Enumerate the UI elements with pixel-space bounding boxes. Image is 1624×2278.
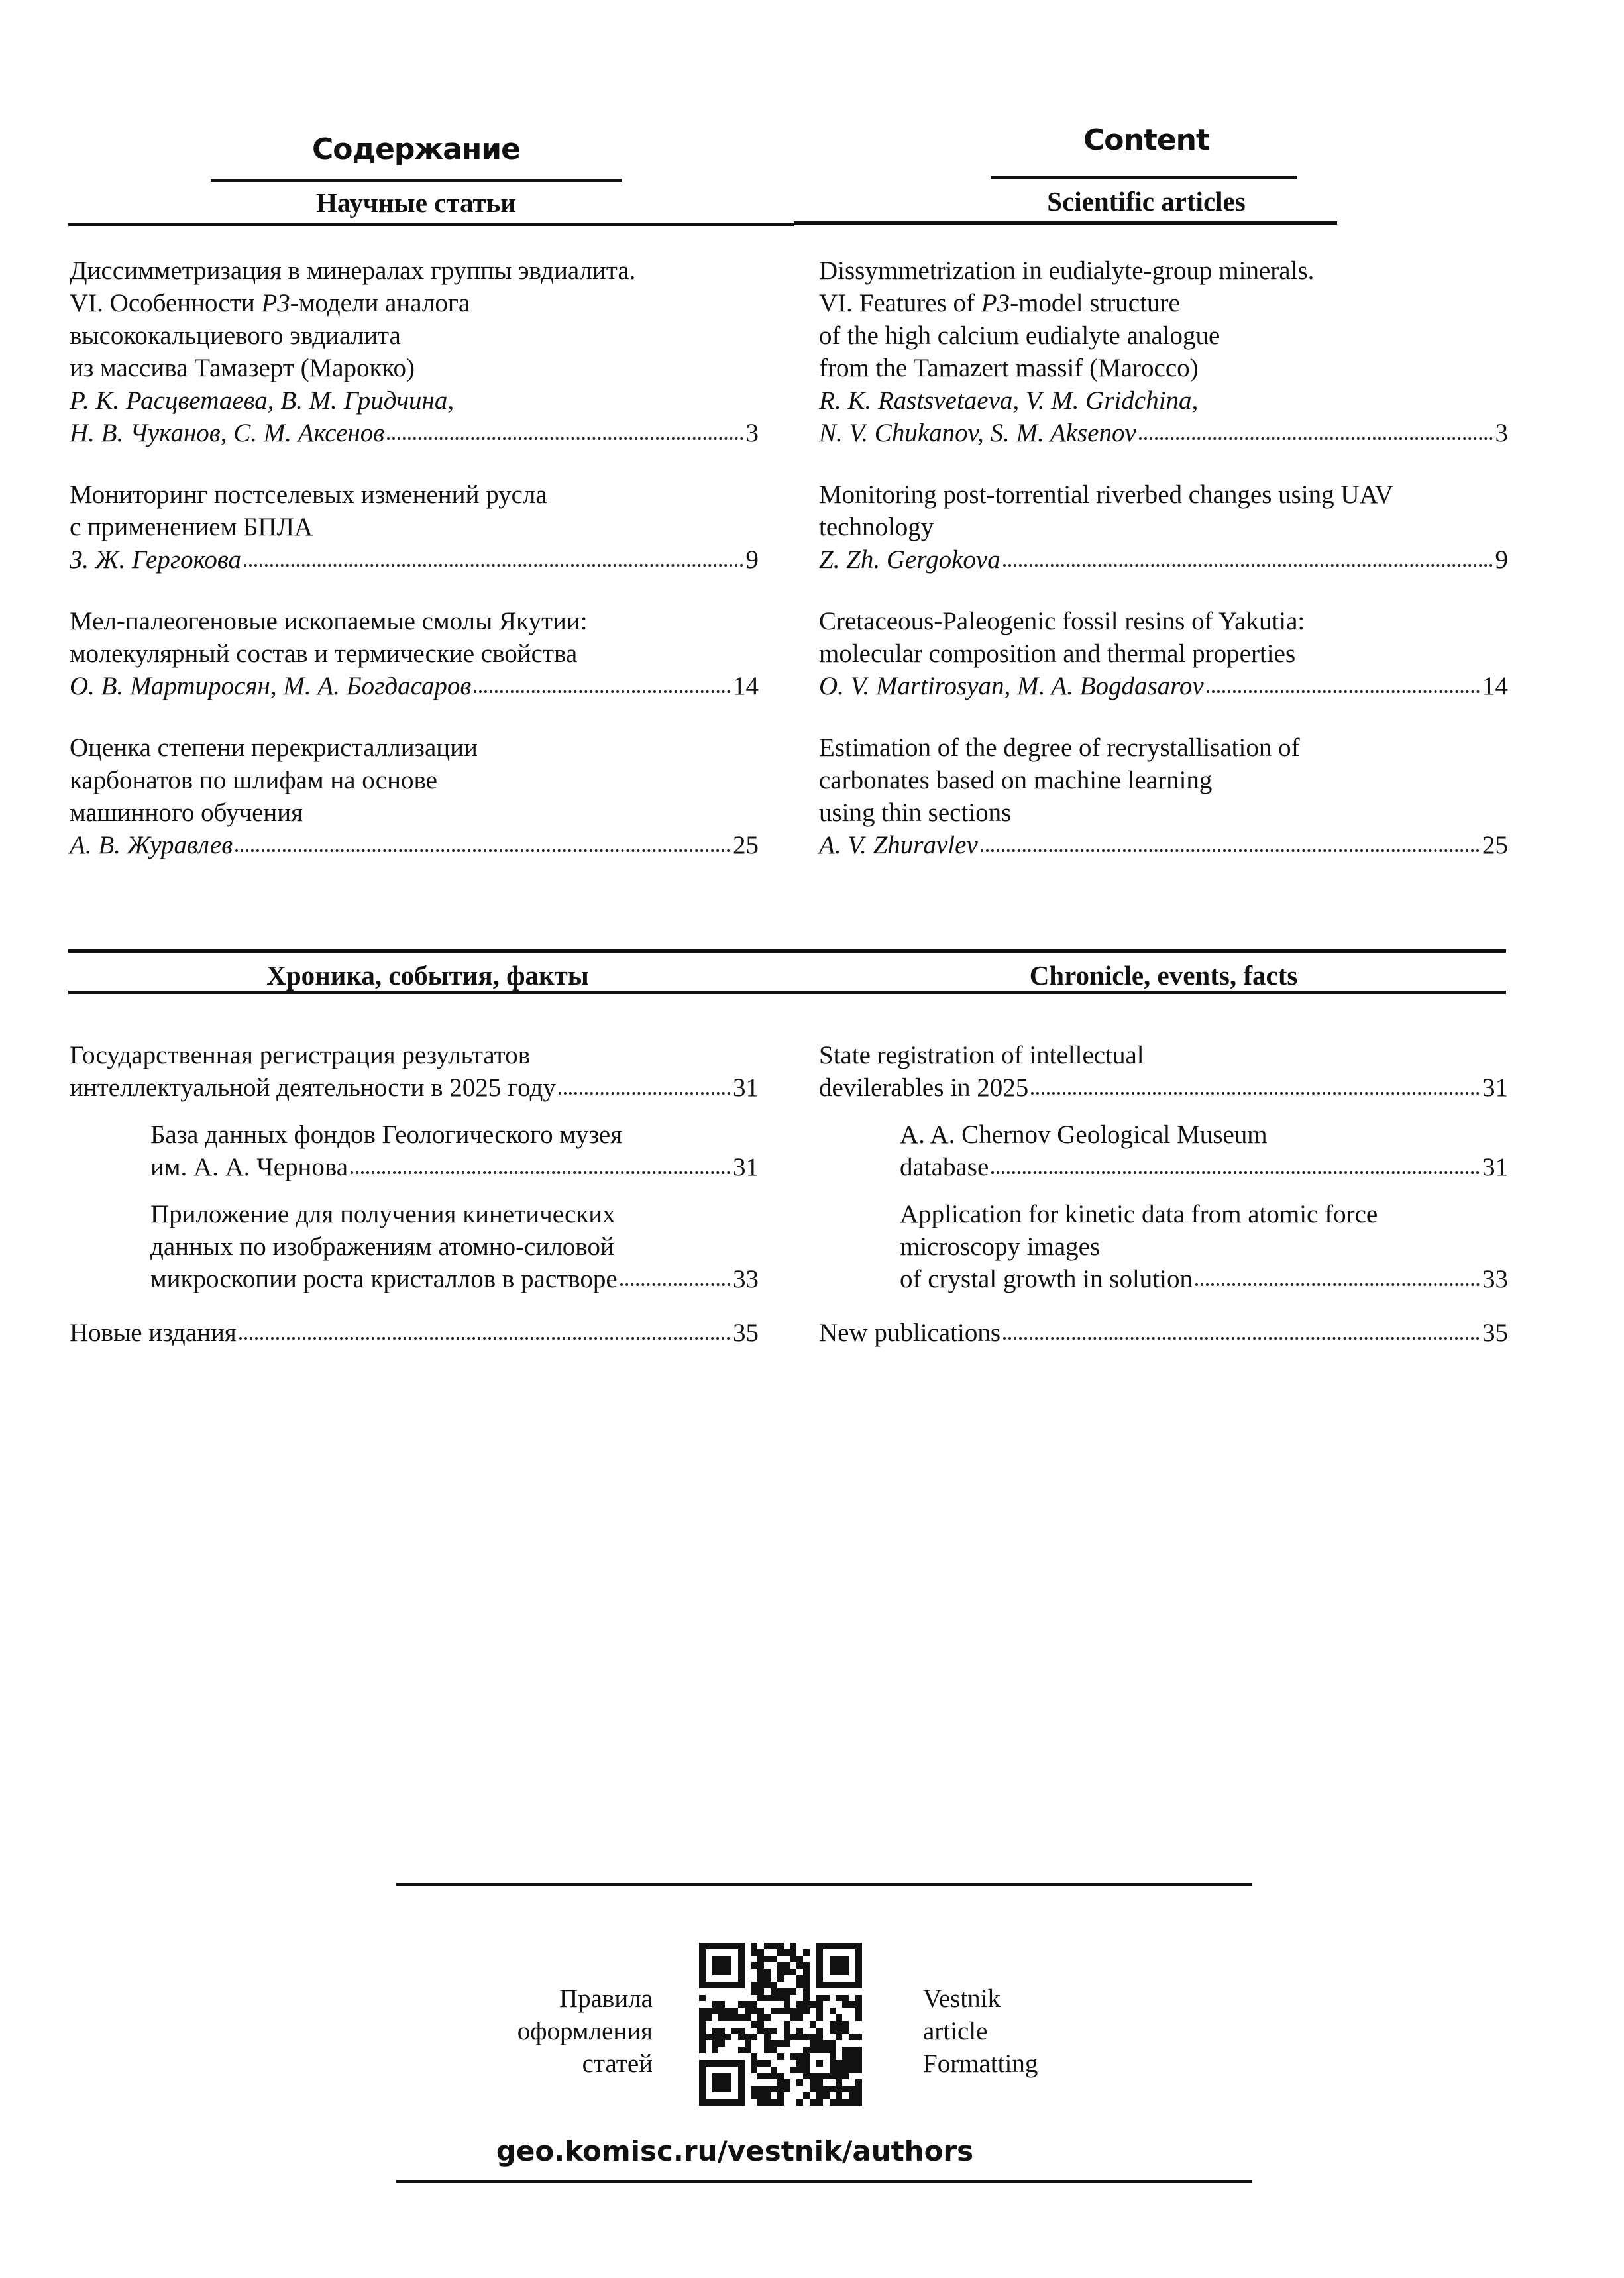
guidelines-label-ru <box>424 1982 653 2080</box>
toc-entry[interactable] <box>70 732 759 861</box>
footer-top-rule <box>396 1883 1252 1886</box>
entry-authors: З. Ж. Гергокова <box>70 545 242 574</box>
page-number: 31 <box>733 1153 759 1181</box>
dot-leader <box>1003 1337 1480 1340</box>
entry-title-line: microscopy images <box>900 1232 1101 1261</box>
dot-leader <box>239 1337 730 1340</box>
entry-title-line: of crystal growth in solution <box>900 1265 1193 1293</box>
entry-title-line: Мониторинг постселевых изменений русла <box>70 480 547 509</box>
page-number: 33 <box>733 1265 759 1293</box>
toc-right-articles <box>819 254 1508 891</box>
entry-title-line: Dissymmetrization in eudialyte-group minerals. <box>819 256 1315 285</box>
page-number: 14 <box>1482 672 1508 700</box>
entry-title-line: данных по изображениям атомно-силовой <box>150 1232 614 1261</box>
toc-entry[interactable] <box>150 1198 759 1295</box>
entry-authors: Н. В. Чуканов, С. М. Аксенов <box>70 419 385 447</box>
toc-entry[interactable] <box>819 605 1508 702</box>
toc-entry[interactable] <box>70 478 759 576</box>
entry-authors: N. V. Chukanov, S. M. Aksenov <box>819 419 1136 447</box>
entry-title-line: из массива Тамазерт (Марокко) <box>70 354 415 382</box>
section1-rule-left <box>68 223 794 226</box>
entry-title-line: высококальциевого эвдиалита <box>70 321 401 350</box>
title-underline-ru <box>211 179 622 182</box>
entry-title-line: New publications <box>819 1319 1001 1347</box>
qr-code-icon[interactable] <box>699 1943 862 2106</box>
label-line: Правила <box>559 1984 653 2013</box>
toc-entry[interactable] <box>70 254 759 449</box>
entry-title-line: VI. Особенности P3-модели аналога <box>70 289 470 317</box>
label-line: article <box>923 2017 988 2045</box>
entry-authors: A. V. Zhuravlev <box>819 831 978 859</box>
page-number: 14 <box>733 672 759 700</box>
entry-title-line: Мел-палеогеновые ископаемые смолы Якутии: <box>70 607 588 635</box>
toc-left-articles <box>70 254 759 891</box>
page-number: 3 <box>745 419 759 447</box>
page-number: 35 <box>1482 1319 1508 1347</box>
section-heading-scientific-ru: Научные статьи <box>316 188 516 218</box>
page-number: 9 <box>745 545 759 574</box>
entry-title-line: from the Tamazert massif (Marocco) <box>819 354 1199 382</box>
footer-bottom-rule <box>396 2180 1252 2183</box>
page-number: 31 <box>1482 1073 1508 1102</box>
toc-left-chronicle <box>70 1039 759 1378</box>
toc-entry[interactable] <box>819 478 1508 576</box>
toc-entry[interactable] <box>150 1118 759 1183</box>
entry-title-line: с применением БПЛА <box>70 513 313 541</box>
entry-title-line: Приложение для получения кинетических <box>150 1200 616 1228</box>
page-number: 3 <box>1495 419 1508 447</box>
entry-title-line: Государственная регистрация результатов <box>70 1041 531 1069</box>
contents-title-ru: Содержание <box>312 133 520 166</box>
contents-title-en: Content <box>1083 123 1210 157</box>
toc-entry[interactable] <box>900 1118 1508 1183</box>
entry-title-line: carbonates based on machine learning <box>819 766 1213 794</box>
toc-entry[interactable] <box>70 1039 759 1104</box>
page-number: 9 <box>1495 545 1508 574</box>
entry-title-line: Новые издания <box>70 1319 237 1347</box>
page-number: 25 <box>733 831 759 859</box>
entry-authors: R. K. Rastsvetaeva, V. M. Gridchina, <box>819 386 1199 415</box>
dot-leader <box>1195 1283 1480 1286</box>
label-line: Formatting <box>923 2049 1038 2078</box>
entry-title-line: A. A. Chernov Geological Museum <box>900 1120 1268 1149</box>
section-heading-chronicle-ru: Хроника, события, факты <box>266 960 589 991</box>
dot-leader <box>991 1171 1480 1174</box>
dot-leader <box>1003 564 1493 567</box>
entry-title-line: Оценка степени перекристаллизации <box>70 733 478 762</box>
dot-leader <box>559 1092 730 1095</box>
entry-title-line: of the high calcium eudialyte analogue <box>819 321 1220 350</box>
entry-title-line: им. А. А. Чернова <box>150 1153 349 1181</box>
label-line: статей <box>582 2049 653 2078</box>
dot-leader <box>474 690 730 693</box>
entry-title-line: молекулярный состав и термические свойства <box>70 639 578 668</box>
entry-title-line: Application for kinetic data from atomic force <box>900 1200 1378 1228</box>
entry-authors: А. В. Журавлев <box>70 831 233 859</box>
entry-authors: Р. К. Расцветаева, В. М. Гридчина, <box>70 386 455 415</box>
toc-entry[interactable] <box>70 1317 759 1349</box>
dot-leader <box>1207 690 1480 693</box>
dot-leader <box>235 849 730 852</box>
toc-right-chronicle <box>819 1039 1508 1378</box>
page-number: 35 <box>733 1319 759 1347</box>
entry-title-line: database <box>900 1153 989 1181</box>
author-guidelines-link[interactable]: geo.komisc.ru/vestnik/authors <box>496 2135 974 2167</box>
entry-title-line: Cretaceous-Paleogenic fossil resins of Yakutia: <box>819 607 1305 635</box>
section2-bottom-rule <box>68 991 1506 994</box>
entry-title-line: devilerables in 2025 <box>819 1073 1029 1102</box>
toc-entry[interactable] <box>900 1198 1508 1295</box>
entry-title-line: using thin sections <box>819 798 1012 827</box>
entry-authors: О. В. Мартиросян, М. А. Богдасаров <box>70 672 472 700</box>
entry-title-line: интеллектуальной деятельности в 2025 году <box>70 1073 556 1102</box>
toc-entry[interactable] <box>819 1317 1508 1349</box>
dot-leader <box>387 437 743 440</box>
toc-entry[interactable] <box>819 732 1508 861</box>
entry-title-line: машинного обучения <box>70 798 303 827</box>
dot-leader <box>244 564 743 567</box>
toc-entry[interactable] <box>70 605 759 702</box>
guidelines-label-en <box>923 1982 1135 2080</box>
entry-authors: O. V. Martirosyan, M. A. Bogdasarov <box>819 672 1204 700</box>
entry-title-line: Monitoring post-torrential riverbed changes using UAV <box>819 480 1393 509</box>
entry-title-line: State registration of intellectual <box>819 1041 1144 1069</box>
dot-leader <box>981 849 1480 852</box>
entry-authors: Z. Zh. Gergokova <box>819 545 1001 574</box>
entry-title-line: VI. Features of P3-model structure <box>819 289 1180 317</box>
page-number: 31 <box>733 1073 759 1102</box>
toc-entry[interactable] <box>819 1039 1508 1104</box>
toc-entry[interactable] <box>819 254 1508 449</box>
entry-title-line: Диссимметризация в минералах группы эвдиалита. <box>70 256 636 285</box>
section1-rule-right <box>794 221 1337 225</box>
label-line: оформления <box>517 2017 653 2045</box>
dot-leader <box>620 1283 730 1286</box>
entry-title-line: Estimation of the degree of recrystallisation of <box>819 733 1300 762</box>
title-underline-en <box>991 176 1297 179</box>
dot-leader <box>351 1171 730 1174</box>
section-heading-chronicle-en: Chronicle, events, facts <box>1029 960 1298 991</box>
dot-leader <box>1031 1092 1480 1095</box>
label-line: Vestnik <box>923 1984 1001 2013</box>
page-number: 33 <box>1482 1265 1508 1293</box>
entry-title-line: technology <box>819 513 934 541</box>
entry-title-line: микроскопии роста кристаллов в растворе <box>150 1265 618 1293</box>
page-number: 31 <box>1482 1153 1508 1181</box>
dot-leader <box>1139 437 1493 440</box>
entry-title-line: База данных фондов Геологического музея <box>150 1120 623 1149</box>
section-heading-scientific-en: Scientific articles <box>1047 186 1246 217</box>
entry-title-line: карбонатов по шлифам на основе <box>70 766 437 794</box>
entry-title-line: molecular composition and thermal properties <box>819 639 1296 668</box>
section2-top-rule <box>68 949 1506 953</box>
page-number: 25 <box>1482 831 1508 859</box>
